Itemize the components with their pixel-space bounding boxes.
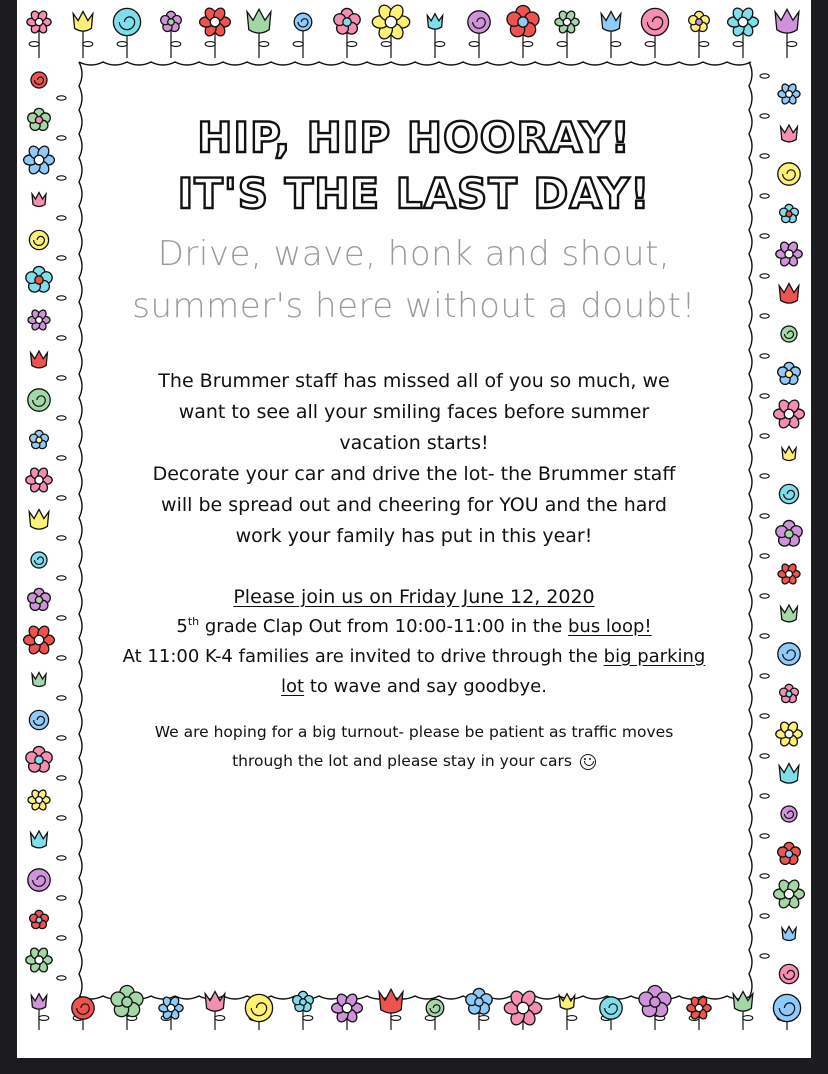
flower-doodle xyxy=(294,13,312,31)
flyer-content xyxy=(77,110,751,776)
flower-doodle xyxy=(426,999,444,1017)
flower-doodle xyxy=(28,309,50,332)
flower-doodle xyxy=(73,12,93,32)
leaf-doodle xyxy=(760,154,769,158)
flower-doodle xyxy=(641,8,668,35)
leaf-doodle xyxy=(57,496,66,500)
flower-doodle xyxy=(26,266,52,292)
subtitle-line-1: Drive, wave, honk and shout, xyxy=(157,234,671,274)
leaf-doodle xyxy=(469,42,479,47)
intro-line: vacation starts! xyxy=(339,432,489,454)
flower-doodle xyxy=(781,326,797,342)
intro-line: work your family has put in this year! xyxy=(235,525,593,547)
families-tail: to wave and say goodbye. xyxy=(304,676,547,697)
flower-doodle xyxy=(113,8,140,35)
clapout-line xyxy=(77,612,751,642)
flower-doodle xyxy=(779,764,799,784)
leaf-doodle xyxy=(171,42,181,47)
note-line-2 xyxy=(95,747,733,776)
leaf-doodle xyxy=(760,434,769,438)
flower-doodle xyxy=(29,510,49,530)
leaf-doodle xyxy=(303,1016,313,1021)
leaf-doodle xyxy=(760,114,769,118)
flower-doodle xyxy=(689,11,710,31)
leaf-doodle xyxy=(57,216,66,220)
flower-doodle xyxy=(31,994,46,1009)
flower-doodle xyxy=(728,6,759,38)
flower-doodle xyxy=(466,988,492,1014)
leaf-doodle xyxy=(57,816,66,820)
leaf-doodle xyxy=(57,696,66,700)
leaf-doodle xyxy=(760,914,769,918)
flower-doodle xyxy=(28,108,51,130)
leaf-doodle xyxy=(787,42,797,47)
flower-doodle xyxy=(600,997,622,1019)
leaf-doodle xyxy=(57,936,66,940)
subtitle-line-2: summer's here without a doubt! xyxy=(132,286,696,326)
flower-doodle xyxy=(774,878,805,910)
leaf-doodle xyxy=(57,856,66,860)
leaf-doodle xyxy=(259,42,269,47)
leaf-doodle xyxy=(57,336,66,340)
leaf-doodle xyxy=(57,96,66,100)
flower-doodle xyxy=(28,789,50,812)
flower-doodle xyxy=(779,484,798,503)
flower-doodle xyxy=(776,240,802,267)
flower-doodle xyxy=(778,163,800,185)
leaf-doodle xyxy=(760,794,769,798)
flower-doodle xyxy=(781,125,798,142)
flyer-page xyxy=(17,0,811,1058)
leaf-doodle xyxy=(57,976,66,980)
flyer-title-line-2: IT'S THE LAST DAY! xyxy=(177,169,651,218)
intro-line: The Brummer staff has missed all of you so much, we xyxy=(158,370,670,392)
leaf-doodle xyxy=(760,634,769,638)
flower-doodle xyxy=(29,230,48,249)
leaf-doodle xyxy=(39,1016,49,1021)
note-line-text: through the lot and please stay in your cars xyxy=(232,752,572,770)
leaf-doodle xyxy=(743,1016,753,1021)
flower-doodle xyxy=(781,806,797,822)
flower-doodle xyxy=(778,83,800,106)
leaf-doodle xyxy=(645,42,655,47)
flower-doodle xyxy=(26,466,52,493)
intro-line: Decorate your car and drive the lot- the Brummer staff xyxy=(152,463,676,485)
families-place-a: big parking xyxy=(603,646,706,667)
leaf-doodle xyxy=(293,42,303,47)
clapout-grade-suffix: th xyxy=(187,615,200,628)
leaf-doodle xyxy=(57,176,66,180)
flower-doodle xyxy=(29,710,48,729)
flower-doodle xyxy=(779,964,798,983)
flower-doodle xyxy=(31,831,48,848)
leaf-doodle xyxy=(760,874,769,878)
leaf-doodle xyxy=(57,776,66,780)
leaf-doodle xyxy=(760,594,769,598)
leaf-doodle xyxy=(57,896,66,900)
flower-doodle xyxy=(30,430,49,448)
leaf-doodle xyxy=(699,42,709,47)
flyer-title-line-1: HIP, HIP HOORAY! xyxy=(197,113,631,162)
leaf-doodle xyxy=(760,834,769,838)
flower-doodle xyxy=(30,910,49,928)
flower-doodle xyxy=(555,10,579,35)
leaf-doodle xyxy=(760,194,769,198)
flower-doodle xyxy=(468,11,490,33)
leaf-doodle xyxy=(57,656,66,660)
leaf-doodle xyxy=(57,576,66,580)
leaf-doodle xyxy=(557,42,567,47)
event-date xyxy=(77,582,751,612)
leaf-doodle xyxy=(760,314,769,318)
intro-line: will be spread out and cheering for YOU and the hard xyxy=(161,494,667,516)
flower-doodle xyxy=(776,520,802,546)
clapout-place: bus loop! xyxy=(568,616,652,637)
leaf-doodle xyxy=(57,136,66,140)
flower-doodle xyxy=(782,927,796,941)
flower-doodle xyxy=(27,10,51,35)
leaf-doodle xyxy=(215,1016,225,1021)
flower-doodle xyxy=(161,11,182,31)
intro-paragraph xyxy=(77,366,751,552)
leaf-doodle xyxy=(391,1016,401,1021)
leaf-doodle xyxy=(760,514,769,518)
flower-doodle xyxy=(28,588,51,610)
traffic-note xyxy=(77,718,751,776)
flower-doodle xyxy=(507,6,539,37)
flower-doodle xyxy=(26,746,52,772)
leaf-doodle xyxy=(733,42,743,47)
flower-doodle xyxy=(24,144,55,176)
flower-doodle xyxy=(379,989,403,1013)
leaf-doodle xyxy=(83,42,93,47)
flower-doodle xyxy=(24,624,55,656)
event-date-text: Please join us on Friday June 12, 2020 xyxy=(233,586,595,608)
leaf-doodle xyxy=(57,256,66,260)
leaf-doodle xyxy=(29,42,39,47)
leaf-doodle xyxy=(611,42,621,47)
families-text: At 11:00 K-4 families are invited to drive through the xyxy=(122,646,604,667)
flower-doodle xyxy=(774,398,805,430)
flower-doodle xyxy=(778,842,801,864)
flower-doodle xyxy=(31,552,47,568)
flower-doodle xyxy=(776,720,802,747)
flower-doodle xyxy=(26,946,52,973)
flower-doodle xyxy=(32,673,46,687)
families-place-b: lot xyxy=(281,676,305,697)
leaf-doodle xyxy=(57,456,66,460)
flower-doodle xyxy=(773,994,800,1021)
flower-doodle xyxy=(778,643,800,665)
flower-doodle xyxy=(782,447,796,461)
leaf-doodle xyxy=(57,296,66,300)
smiley-icon xyxy=(580,754,596,770)
flower-doodle xyxy=(334,8,360,34)
flower-doodle xyxy=(780,204,799,222)
families-line xyxy=(77,642,751,702)
flower-doodle xyxy=(247,9,271,33)
leaf-doodle xyxy=(760,74,769,78)
leaf-doodle xyxy=(760,234,769,238)
leaf-doodle xyxy=(57,736,66,740)
leaf-doodle xyxy=(479,1016,489,1021)
flower-doodle xyxy=(639,986,671,1017)
leaf-doodle xyxy=(117,42,127,47)
frame-vine-top xyxy=(79,62,751,65)
leaf-doodle xyxy=(57,536,66,540)
clapout-grade: 5 xyxy=(176,616,188,637)
flower-doodle xyxy=(245,994,272,1021)
flower-doodle xyxy=(779,284,799,304)
leaf-doodle xyxy=(347,42,357,47)
leaf-doodle xyxy=(435,42,445,47)
leaf-doodle xyxy=(760,394,769,398)
flower-doodle xyxy=(559,994,574,1009)
leaf-doodle xyxy=(381,42,391,47)
flower-doodle xyxy=(72,997,94,1019)
flower-doodle xyxy=(32,193,46,207)
flower-doodle xyxy=(778,563,800,586)
leaf-doodle xyxy=(760,554,769,558)
leaf-doodle xyxy=(205,42,215,47)
flower-doodle xyxy=(332,992,363,1024)
leaf-doodle xyxy=(760,714,769,718)
flower-doodle xyxy=(205,992,225,1012)
leaf-doodle xyxy=(567,1016,577,1021)
flower-doodle xyxy=(293,991,314,1011)
flower-doodle xyxy=(28,389,50,411)
leaf-doodle xyxy=(760,274,769,278)
flower-doodle xyxy=(31,72,47,88)
leaf-doodle xyxy=(57,416,66,420)
leaf-doodle xyxy=(760,354,769,358)
leaf-doodle xyxy=(57,376,66,380)
flower-doodle xyxy=(200,6,231,38)
leaf-doodle xyxy=(760,954,769,958)
flower-doodle xyxy=(31,351,48,368)
leaf-doodle xyxy=(57,616,66,620)
leaf-doodle xyxy=(760,754,769,758)
flower-doodle xyxy=(780,684,799,702)
flower-doodle xyxy=(111,986,143,1017)
flower-doodle xyxy=(601,12,621,32)
intro-line: want to see all your smiling faces before summer xyxy=(178,401,650,423)
flower-doodle xyxy=(28,869,50,891)
leaf-doodle xyxy=(760,674,769,678)
leaf-doodle xyxy=(760,474,769,478)
flower-doodle xyxy=(427,14,442,29)
clapout-text: grade Clap Out from 10:00-11:00 in the xyxy=(199,616,568,637)
note-line: We are hoping for a big turnout- please be patient as traffic moves xyxy=(154,723,674,741)
flyer-subtitle xyxy=(77,228,751,332)
flower-doodle xyxy=(775,9,799,33)
flower-doodle xyxy=(778,362,801,384)
leaf-doodle xyxy=(523,42,533,47)
flower-doodle xyxy=(781,605,798,622)
